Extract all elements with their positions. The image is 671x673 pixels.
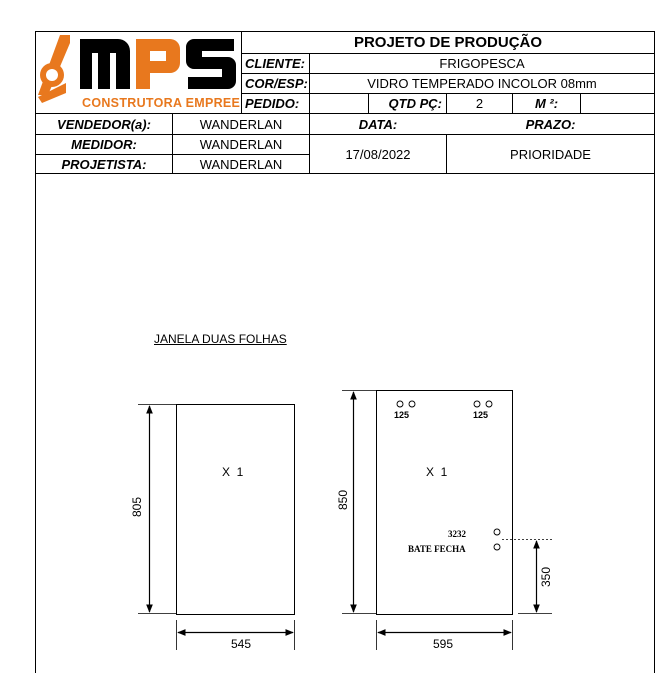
prazo-value: PRIORIDADE bbox=[510, 146, 591, 162]
hole-lock-b bbox=[494, 544, 500, 550]
data-value: 17/08/2022 bbox=[345, 146, 411, 162]
cliente-label: CLIENTE: bbox=[245, 56, 305, 71]
lock-label: BATE FECHA bbox=[408, 544, 466, 554]
page-title: PROJETO DE PRODUÇÃO bbox=[353, 34, 543, 51]
cliente-value: FRIGOPESCA bbox=[439, 56, 525, 71]
cor-esp-value: VIDRO TEMPERADO INCOLOR 08mm bbox=[367, 76, 597, 91]
data-label: DATA: bbox=[358, 116, 398, 132]
m2-label: M ²: bbox=[534, 96, 559, 111]
vendedor-value: WANDERLAN bbox=[199, 116, 283, 132]
hole-right-label: 125 bbox=[473, 410, 489, 420]
hole-marks bbox=[397, 401, 500, 550]
projetista-label: PROJETISTA: bbox=[61, 156, 147, 172]
projetista-value: WANDERLAN bbox=[199, 156, 283, 172]
panel2-quantity: X 1 bbox=[426, 465, 448, 479]
qtd-label: QTD PÇ: bbox=[388, 96, 442, 111]
panel1-height-label: 805 bbox=[130, 496, 144, 518]
vendedor-label: VENDEDOR(a): bbox=[57, 116, 151, 132]
cor-esp-label: COR/ESP: bbox=[245, 76, 308, 91]
panel2-height-label: 850 bbox=[336, 489, 350, 511]
panel2-width-label: 595 bbox=[432, 637, 454, 651]
lock-height-label: 350 bbox=[539, 566, 553, 588]
medidor-label: MEDIDOR: bbox=[71, 137, 137, 152]
hole-top-right-a bbox=[474, 401, 480, 407]
prazo-label: PRAZO: bbox=[525, 116, 576, 132]
section-title: JANELA DUAS FOLHAS bbox=[154, 332, 287, 346]
panel1-quantity: X 1 bbox=[222, 465, 244, 479]
medidor-value: WANDERLAN bbox=[199, 137, 283, 152]
panel1-width-label: 545 bbox=[230, 637, 252, 651]
hole-top-left-b bbox=[409, 401, 415, 407]
hole-top-right-b bbox=[486, 401, 492, 407]
hole-top-left-a bbox=[397, 401, 403, 407]
hole-lock-a bbox=[494, 529, 500, 535]
glass-panel-2 bbox=[377, 391, 513, 615]
glass-panel-1 bbox=[177, 405, 295, 615]
pedido-label: PEDIDO: bbox=[245, 96, 300, 111]
lock-code: 3232 bbox=[448, 529, 466, 539]
qtd-value: 2 bbox=[475, 96, 484, 111]
hole-left-label: 125 bbox=[394, 410, 410, 420]
logo-subtitle: CONSTRUTORA EMPREE bbox=[82, 96, 241, 110]
